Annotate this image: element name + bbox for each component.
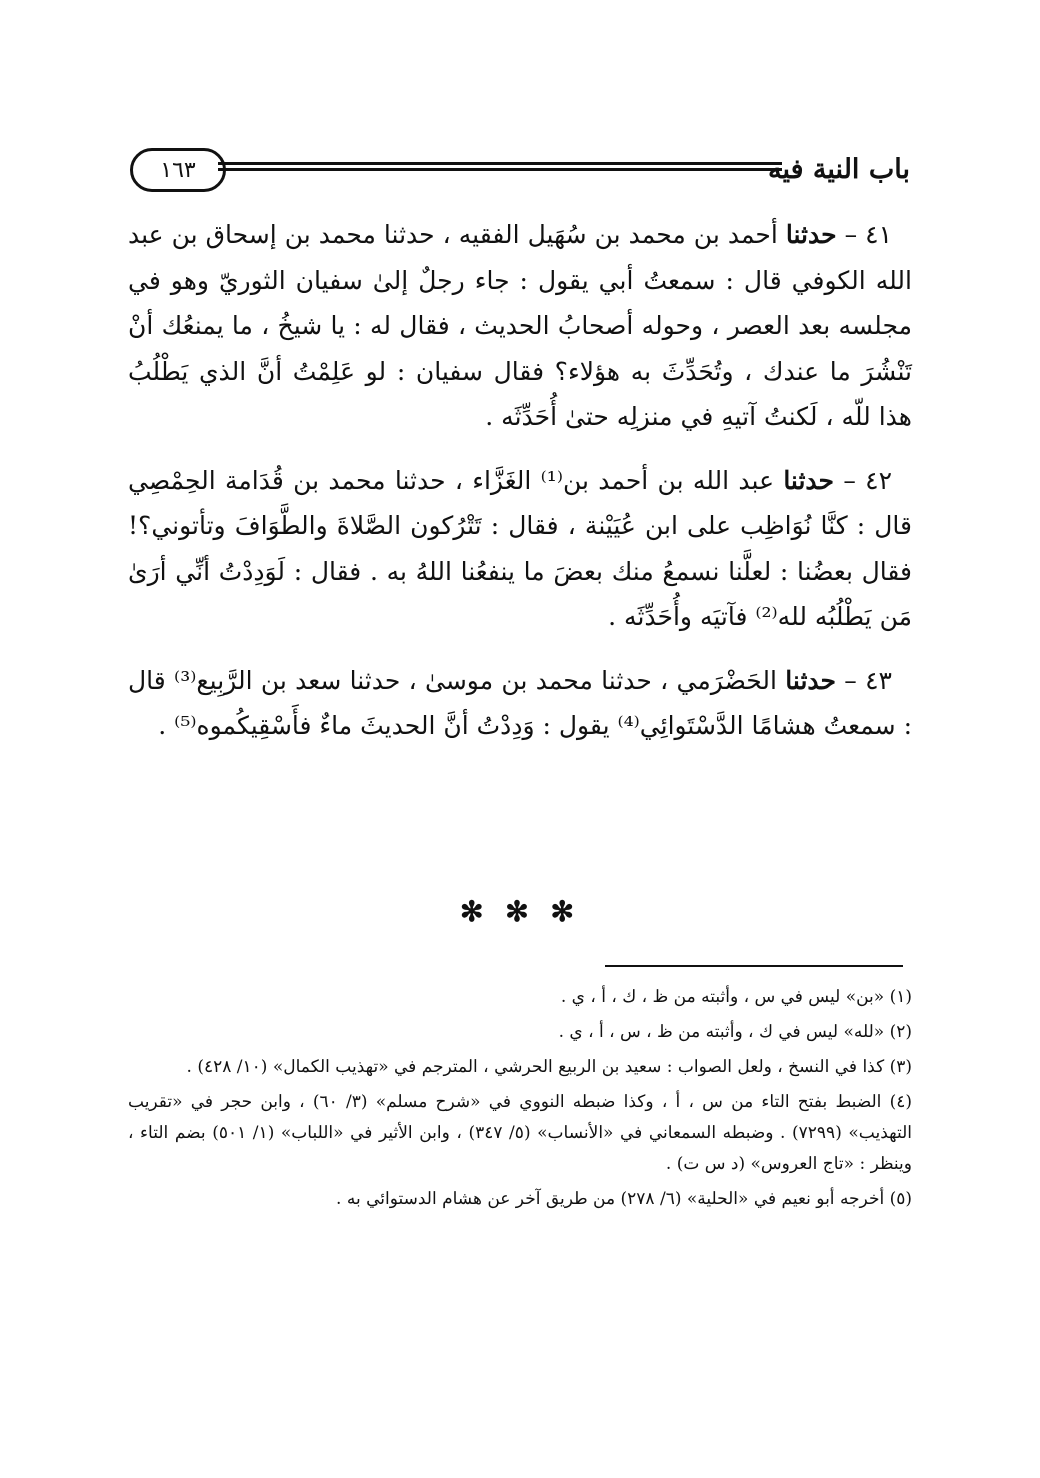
hadith-text: عبد الله بن أحمد بن⁽¹⁾ الغَزَّاء ، حدثنا محمد بن قُدَامة الحِمْصِي قال : كنَّا نُوَاظِب على ابن عُيَيْنة ، فقال : تَتْرُكون الصَّلاةَ والطَّوَافَ وتأتوني؟! فقال بعضُنا : لعلَّنا نسمعُ منك بعضَ ما ينفعُنا اللهُ به . فقال : لَوَدِدْتُ أنِّي أرَىٰ مَن يَطْلُبُه لله⁽²⁾ فآتيَه وأُحَدِّثَه . bbox=[128, 465, 912, 631]
page-header bbox=[130, 148, 910, 200]
section-separator: ✻ ✻ ✻ bbox=[460, 895, 580, 928]
haddathana-word: حدثنا bbox=[785, 220, 837, 249]
hadith-text: الحَضْرَمي ، حدثنا محمد بن موسىٰ ، حدثنا سعد بن الرَّبِيع⁽³⁾ قال : سمعتُ هشامًا الدَّسْتَوائِي⁽⁴⁾ يقول : وَدِدْتُ أنَّ الحديثَ ماءٌ فأَسْقِيكُموه⁽⁵⁾ . bbox=[128, 665, 912, 740]
footnote-1: (١) «بن» ليس في س ، وأثبته من ظ ، ك ، أ ، ي . bbox=[560, 987, 912, 1007]
header-rule-bottom bbox=[218, 168, 782, 171]
page-number-badge bbox=[130, 148, 226, 192]
page-number: ١٦٣ bbox=[160, 157, 196, 183]
footnote-2: (٢) «لله» ليس في ك ، وأثبته من ظ ، س ، أ ، ي . bbox=[558, 1022, 912, 1042]
footnote-3: (٣) كذا في النسخ ، ولعل الصواب : سعيد بن الربيع الحرشي ، المترجم في «تهذيب الكمال» (١٠/ ٤٢٨) . bbox=[186, 1057, 912, 1077]
hadith-number: ٤١ – bbox=[836, 220, 892, 249]
haddathana-word: حدثنا bbox=[785, 665, 836, 695]
header-rule-top bbox=[218, 162, 782, 165]
footnote-5: (٥) أخرجه أبو نعيم في «الحلية» (٦/ ٢٧٨) من طريق آخر عن هشام الدستوائي به . bbox=[336, 1189, 912, 1209]
hadith-text: أحمد بن محمد بن سُهَيل الفقيه ، حدثنا محمد بن إسحاق بن عبد الله الكوفي قال : سمعتُ أبي يقول : جاء رجلٌ إلىٰ سفيان الثوريّ وهو في مجلسه بعد العصر ، وحوله أصحابُ الحديث ، فقال له : يا شيخُ ، ما يمنعُك أنْ تَنْشُرَ ما عندك ، وتُحَدِّثَ به هؤلاء؟ فقال سفيان : لو عَلِمْتُ أنَّ الذي يَطْلُبُ هذا للّه ، لَكنتُ آتيهِ في منزلِه حتىٰ أُحَدِّثَه . bbox=[128, 220, 912, 431]
main-text bbox=[128, 212, 912, 767]
footnote-4: (٤) الضبط بفتح التاء من س ، أ ، وكذا ضبطه النووي في «شرح مسلم» (٣/ ٦٠) ، وابن حجر في «تقريب التهذيب» (٧٢٩٩) . وضبطه السمعاني في «الأنساب» (٥/ ٣٤٧) ، وابن الأثير في «اللباب» (١/ ٥٠١) بضم التاء ، وينظر : «تاج العروس» (د س ت) . bbox=[128, 1092, 913, 1174]
hadith-42 bbox=[128, 458, 912, 640]
hadith-43 bbox=[128, 658, 912, 749]
header-double-rule bbox=[218, 162, 782, 178]
footnote-divider bbox=[605, 965, 903, 967]
hadith-41 bbox=[128, 212, 912, 440]
hadith-number: ٤٢ – bbox=[834, 465, 892, 495]
haddathana-word: حدثنا bbox=[783, 465, 835, 495]
chapter-title: باب النية فيه bbox=[768, 154, 910, 185]
hadith-number: ٤٣ – bbox=[835, 665, 892, 695]
footnotes bbox=[128, 982, 912, 1219]
